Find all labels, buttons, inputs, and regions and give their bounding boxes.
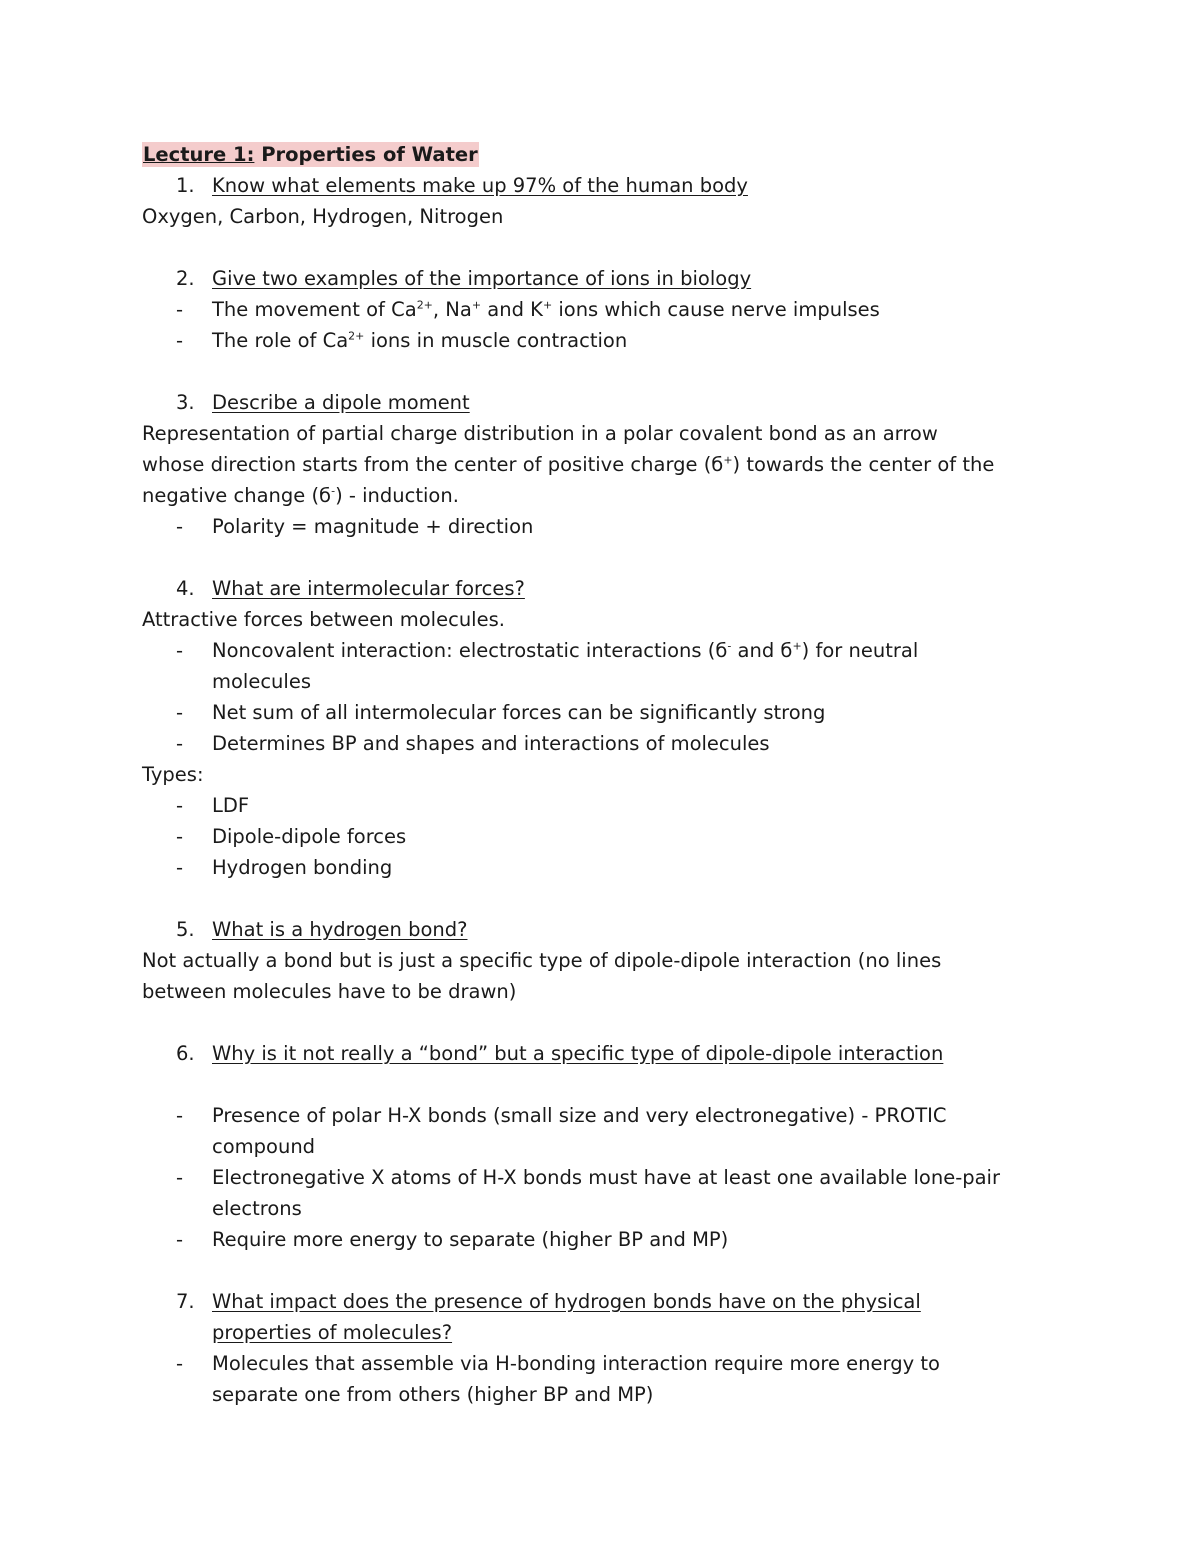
- bullet-continuation: [142, 1131, 1072, 1162]
- bullet-text: , Na: [432, 298, 472, 321]
- bullet-dash: -: [176, 1352, 184, 1375]
- question-5: [142, 914, 1072, 945]
- bullet-dash: -: [176, 794, 184, 817]
- bullet-text: ions which cause nerve impulses: [552, 298, 880, 321]
- bullet-dash: -: [176, 1104, 184, 1127]
- bullet-dash: -: [176, 515, 184, 538]
- question-text: What is a hydrogen bond?: [212, 918, 468, 941]
- bullet-text: Molecules that assemble via H-bonding interaction require more energy to: [212, 1352, 940, 1375]
- bullet-text: separate one from others (higher BP and MP): [212, 1383, 654, 1406]
- question-7-continuation: [142, 1317, 1072, 1348]
- bullet-text: molecules: [212, 670, 311, 693]
- bullet-text: Net sum of all intermolecular forces can be significantly strong: [212, 701, 826, 724]
- bullet-dash: -: [176, 639, 184, 662]
- bullet-text: The role of Ca: [212, 329, 349, 352]
- question-number: 1.: [176, 174, 195, 197]
- answer-fragment: ) - induction.: [335, 484, 459, 507]
- bullet-text: Hydrogen bonding: [212, 856, 393, 879]
- answer-text: Attractive forces between molecules.: [142, 608, 505, 631]
- bullet-continuation: [142, 666, 1072, 697]
- bullet-item: [142, 635, 1072, 666]
- bullet-item: [142, 821, 1072, 852]
- title-highlight: [142, 142, 479, 167]
- answer-text: between molecules have to be drawn): [142, 980, 517, 1003]
- question-text: Why is it not really a “bond” but a specific type of dipole-dipole interaction: [212, 1042, 944, 1065]
- question-number: 6.: [176, 1042, 195, 1065]
- bullet-text: ) for neutral: [801, 639, 919, 662]
- bullet-text: and б: [731, 639, 793, 662]
- question-number: 7.: [176, 1290, 195, 1313]
- bullet-item: [142, 728, 1072, 759]
- bullet-text: Polarity = magnitude + direction: [212, 515, 534, 538]
- question-6: [142, 1038, 1072, 1069]
- bullet-dash: -: [176, 1166, 184, 1189]
- question-1: [142, 170, 1072, 201]
- superscript: 2+: [416, 298, 433, 312]
- bullet-text: compound: [212, 1135, 316, 1158]
- bullet-text: Dipole-dipole forces: [212, 825, 407, 848]
- question-number: 2.: [176, 267, 195, 290]
- bullet-item: [142, 325, 1072, 356]
- superscript: +: [542, 298, 553, 312]
- bullet-text: The movement of Ca: [212, 298, 417, 321]
- question-4: [142, 573, 1072, 604]
- bullet-item: [142, 1162, 1072, 1193]
- bullet-item: [142, 294, 1072, 325]
- question-text: Know what elements make up 97% of the human body: [212, 174, 748, 197]
- question-text: Give two examples of the importance of ions in biology: [212, 267, 752, 290]
- question-2: [142, 263, 1072, 294]
- answer-text: [142, 480, 1072, 511]
- question-number: 3.: [176, 391, 195, 414]
- bullet-item: [142, 1224, 1072, 1255]
- question-number: 4.: [176, 577, 195, 600]
- bullet-item: [142, 697, 1072, 728]
- bullet-dash: -: [176, 732, 184, 755]
- bullet-dash: -: [176, 1228, 184, 1251]
- answer-text: [142, 449, 1072, 480]
- answer-fragment: ) towards the center of the: [732, 453, 995, 476]
- bullet-text: Presence of polar H-X bonds (small size and very electronegative) - PROTIC: [212, 1104, 947, 1127]
- question-3: [142, 387, 1072, 418]
- bullet-item: [142, 1100, 1072, 1131]
- answer-fragment: negative change (б: [142, 484, 332, 507]
- bullet-text: Require more energy to separate (higher BP and MP): [212, 1228, 729, 1251]
- answer-fragment: whose direction starts from the center of positive charge (б: [142, 453, 724, 476]
- bullet-dash: -: [176, 825, 184, 848]
- bullet-dash: -: [176, 701, 184, 724]
- bullet-text: LDF: [212, 794, 250, 817]
- notes-content: [142, 139, 1072, 1410]
- title-topic: Properties of Water: [254, 143, 478, 166]
- question-number: 5.: [176, 918, 195, 941]
- superscript: +: [471, 298, 482, 312]
- superscript: +: [723, 453, 733, 467]
- question-text: Describe a dipole moment: [212, 391, 470, 414]
- bullet-text: ions in muscle contraction: [364, 329, 628, 352]
- bullet-text: Electronegative X atoms of H-X bonds must have at least one available lone-pair: [212, 1166, 1000, 1189]
- bullet-dash: -: [176, 856, 184, 879]
- bullet-text: electrons: [212, 1197, 302, 1220]
- bullet-text: Noncovalent interaction: electrostatic interactions (б: [212, 639, 728, 662]
- superscript: -: [727, 639, 732, 653]
- bullet-item: [142, 1348, 1072, 1379]
- bullet-item: [142, 790, 1072, 821]
- bullet-continuation: [142, 1379, 1072, 1410]
- superscript: 2+: [348, 329, 365, 343]
- bullet-item: [142, 511, 1072, 542]
- bullet-text: and K: [481, 298, 543, 321]
- types-label: Types:: [142, 763, 204, 786]
- bullet-dash: -: [176, 298, 184, 321]
- page-title: [142, 139, 1072, 170]
- question-7: [142, 1286, 1072, 1317]
- answer-text: Representation of partial charge distribution in a polar covalent bond as an arrow: [142, 422, 938, 445]
- question-text: What are intermolecular forces?: [212, 577, 525, 600]
- bullet-continuation: [142, 1193, 1072, 1224]
- bullet-item: [142, 852, 1072, 883]
- answer-text: Not actually a bond but is just a specific type of dipole-dipole interaction (no lines: [142, 949, 942, 972]
- superscript: -: [331, 484, 336, 498]
- answer-text: Oxygen, Carbon, Hydrogen, Nitrogen: [142, 205, 504, 228]
- bullet-dash: -: [176, 329, 184, 352]
- question-text: What impact does the presence of hydrogen bonds have on the physical: [212, 1290, 921, 1313]
- superscript: +: [792, 639, 802, 653]
- title-lecture: Lecture 1:: [143, 143, 255, 166]
- question-text: properties of molecules?: [212, 1321, 453, 1344]
- bullet-text: Determines BP and shapes and interactions of molecules: [212, 732, 770, 755]
